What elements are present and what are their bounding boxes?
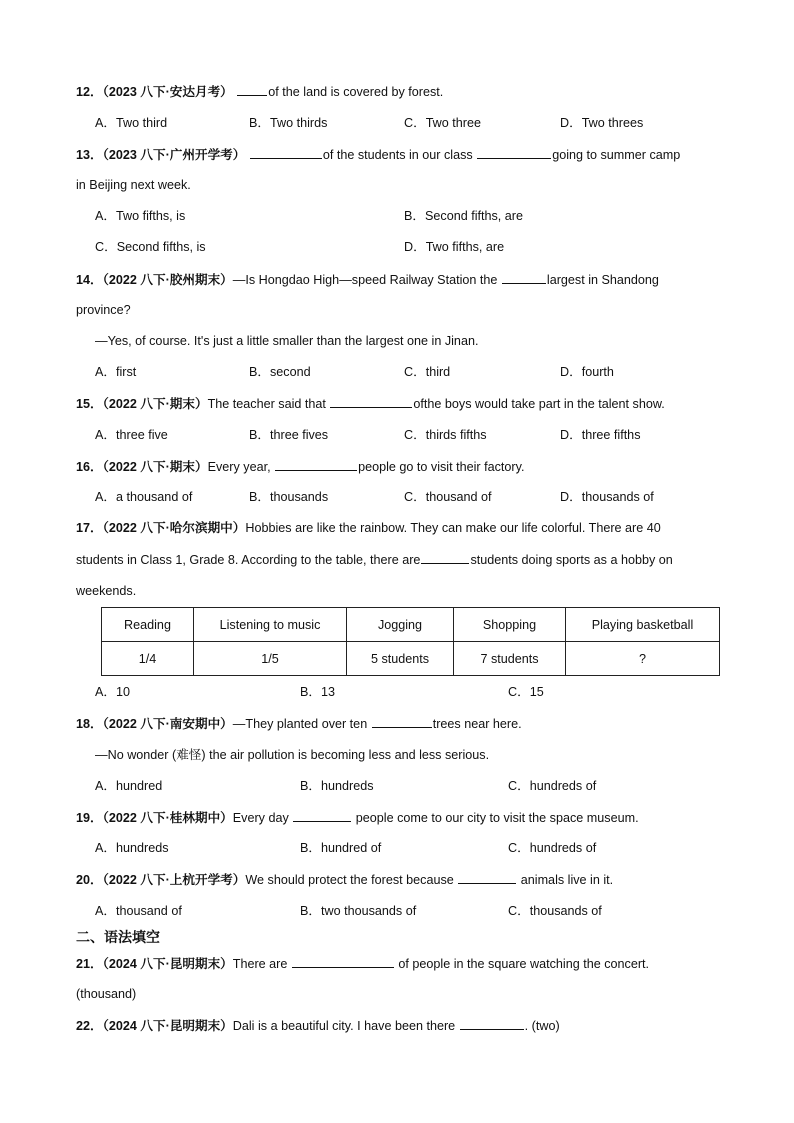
option-b: B．Two thirds: [249, 116, 328, 130]
table-cell: 1/5: [194, 642, 347, 676]
question-13: [76, 146, 680, 163]
question-text: people go to visit their factory.: [358, 460, 525, 474]
question-text: Dali is a beautiful city. I have been there: [232, 1019, 456, 1033]
option-d: D．thousands of: [560, 490, 654, 504]
question-number: 13．: [76, 148, 103, 162]
question-number: 21．: [76, 957, 103, 971]
question-text: ofthe boys would take part in the talent show.: [413, 397, 665, 411]
question-source: （2022 八下·哈尔滨期中）: [102, 521, 246, 535]
section-heading: 二、语法填空: [76, 929, 160, 945]
option-c: C．hundreds of: [508, 841, 597, 855]
question-12: [76, 83, 443, 100]
answer-blank: [372, 715, 432, 728]
question-text: going to summer camp: [552, 148, 681, 162]
question-text: of the land is covered by forest.: [268, 85, 444, 99]
question-source: （2022 八下·桂林期中）: [102, 811, 233, 825]
answer-blank: [275, 458, 357, 471]
question-text: students in Class 1, Grade 8. According to the table, there are: [76, 553, 421, 567]
option-c: C．15: [508, 685, 544, 699]
answer-blank: [250, 146, 322, 159]
option-a: A．Two third: [95, 116, 168, 130]
option-b: B．hundreds: [300, 779, 374, 793]
option-a: A．first: [95, 365, 137, 379]
option-a: A．hundred: [95, 779, 163, 793]
question-text: . (two): [524, 1019, 560, 1033]
option-b: B．hundred of: [300, 841, 382, 855]
option-a: A．three five: [95, 428, 168, 442]
question-text: trees near here.: [432, 717, 522, 731]
question-text: There are: [232, 957, 288, 971]
option-c: C．third: [404, 365, 451, 379]
question-source: （2023 八下·安达月考）: [102, 85, 233, 99]
table-cell: 7 students: [454, 642, 566, 676]
option-c: C．Second fifths, is: [95, 240, 206, 254]
question-17-line3: weekends.: [76, 584, 137, 598]
table-header-cell: Listening to music: [194, 608, 347, 642]
question-source: （2024 八下·昆明期末）: [102, 957, 233, 971]
question-14: [76, 271, 659, 288]
option-b: B．thousands: [249, 490, 329, 504]
question-source: （2022 八下·胶州期末）: [102, 273, 233, 287]
table-header-cell: Reading: [102, 608, 194, 642]
question-text: —They planted over ten: [232, 717, 368, 731]
question-13-line2: in Beijing next week.: [76, 178, 191, 192]
question-source: （2022 八下·南安期中）: [102, 717, 233, 731]
question-18-line2: —No wonder (难怪) the air pollution is becoming less and less serious.: [95, 748, 490, 762]
question-15: [76, 395, 665, 412]
question-17: [76, 520, 661, 536]
question-number: 22．: [76, 1019, 103, 1033]
question-number: 12．: [76, 85, 103, 99]
table-cell: 1/4: [102, 642, 194, 676]
question-source: （2024 八下·昆明期末）: [102, 1019, 233, 1033]
question-16: [76, 458, 524, 475]
option-b: B．13: [300, 685, 336, 699]
question-number: 17．: [76, 521, 103, 535]
question-text: of the students in our class: [322, 148, 473, 162]
question-21: [76, 955, 649, 972]
question-22: [76, 1017, 560, 1034]
table-cell: ?: [566, 642, 720, 676]
answer-blank: [421, 551, 469, 564]
question-text: largest in Shandong: [546, 273, 659, 287]
question-source: （2022 八下·上杭开学考）: [102, 873, 246, 887]
question-14-line3: —Yes, of course. It's just a little smaller than the largest one in Jinan.: [95, 334, 479, 348]
question-number: 14．: [76, 273, 103, 287]
hobby-table: [101, 607, 720, 676]
option-a: A．thousand of: [95, 904, 182, 918]
answer-blank: [330, 395, 412, 408]
answer-blank: [293, 809, 351, 822]
question-source: （2022 八下·期末）: [102, 460, 208, 474]
option-d: D．fourth: [560, 365, 614, 379]
table-header-cell: Jogging: [347, 608, 454, 642]
option-c: C．Two three: [404, 116, 481, 130]
option-b: B．second: [249, 365, 311, 379]
question-text: animals live in it.: [520, 873, 614, 887]
question-20: [76, 871, 613, 888]
question-source: （2022 八下·期末）: [102, 397, 208, 411]
option-c: C．thirds fifths: [404, 428, 487, 442]
option-b: B．three fives: [249, 428, 329, 442]
question-text: The teacher said that: [207, 397, 326, 411]
question-14-line2: province?: [76, 303, 131, 317]
question-text: of people in the square watching the concert.: [398, 957, 650, 971]
question-18: [76, 715, 522, 732]
answer-blank: [460, 1017, 524, 1030]
option-c: C．thousands of: [508, 904, 602, 918]
option-c: C．hundreds of: [508, 779, 597, 793]
option-d: D．three fifths: [560, 428, 641, 442]
question-text: Hobbies are like the rainbow. They can make our life colorful. There are 40: [245, 521, 661, 535]
question-number: 20．: [76, 873, 103, 887]
question-text: We should protect the forest because: [245, 873, 454, 887]
question-number: 16．: [76, 460, 103, 474]
answer-blank: [458, 871, 516, 884]
question-17-line2: [76, 551, 673, 568]
answer-blank: [237, 83, 267, 96]
question-21-line2: (thousand): [76, 987, 137, 1001]
question-text: Every year,: [207, 460, 271, 474]
question-text: —Is Hongdao High—speed Railway Station the: [232, 273, 498, 287]
question-text: Every day: [232, 811, 289, 825]
answer-blank: [477, 146, 551, 159]
question-text: students doing sports as a hobby on: [470, 553, 673, 567]
table-header-cell: Playing basketball: [566, 608, 720, 642]
option-d: D．Two threes: [560, 116, 644, 130]
option-b: B．two thousands of: [300, 904, 417, 918]
question-number: 18．: [76, 717, 103, 731]
table-cell: 5 students: [347, 642, 454, 676]
question-19: [76, 809, 639, 826]
question-number: 19．: [76, 811, 103, 825]
option-a: A．hundreds: [95, 841, 169, 855]
option-a: A．Two fifths, is: [95, 209, 186, 223]
table-header-row: [102, 608, 720, 642]
table-header-cell: Shopping: [454, 608, 566, 642]
table-row: [102, 642, 720, 676]
answer-blank: [292, 955, 394, 968]
answer-blank: [502, 271, 546, 284]
question-text: people come to our city to visit the space museum.: [355, 811, 639, 825]
option-a: A．a thousand of: [95, 490, 193, 504]
option-b: B．Second fifths, are: [404, 209, 524, 223]
option-c: C．thousand of: [404, 490, 492, 504]
option-d: D．Two fifths, are: [404, 240, 505, 254]
question-number: 15．: [76, 397, 103, 411]
question-source: （2023 八下·广州开学考）: [102, 148, 246, 162]
option-a: A．10: [95, 685, 131, 699]
